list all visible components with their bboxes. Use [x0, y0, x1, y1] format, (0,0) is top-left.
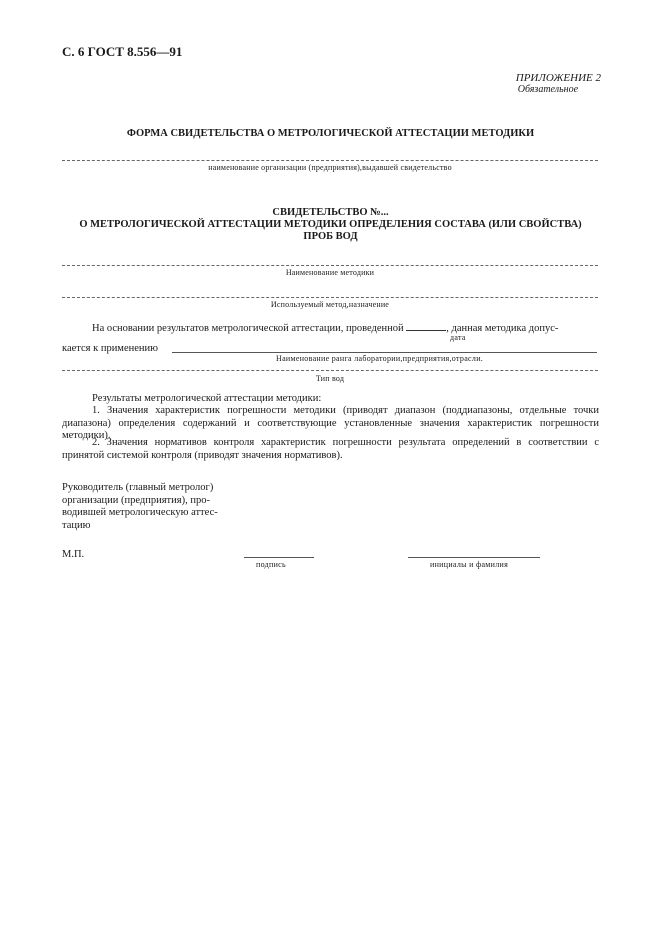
results-item-1: 1. Значения характеристик погрешности методики (приводят диапазон (поддиапазоны, отдельные точки диапазона) определения содержаний и соответствующие установленные значения характеристик погрешности методики).	[62, 405, 599, 441]
basis-text-part2: , данная методика допус-	[446, 323, 559, 334]
results-heading: Результаты метрологической аттестации методики:	[92, 393, 322, 404]
water-type-line	[62, 370, 598, 371]
appendix-status: Обязательное	[517, 84, 579, 95]
signatory-line1: Руководитель (главный метролог)	[62, 482, 214, 493]
appendix-label	[516, 72, 601, 96]
rank-line	[172, 352, 597, 353]
org-name-caption: наименование организации (предприятия),выдавшей свидетельство	[208, 163, 452, 172]
results-item-2: 2. Значения нормативов контроля характеристик погрешности результата определений в соответствии с принятой системой контроля (приводят значения нормативов).	[62, 437, 599, 461]
org-name-line	[62, 160, 598, 161]
form-title: ФОРМА СВИДЕТЕЛЬСТВА О МЕТРОЛОГИЧЕСКОЙ АТТЕСТАЦИИ МЕТОДИКИ	[126, 128, 535, 139]
method-name-caption: Наименование методики	[285, 268, 375, 277]
signature-line	[244, 557, 314, 558]
certificate-title	[62, 207, 599, 243]
basis-line1	[62, 321, 599, 336]
water-type-caption: Тип вод	[315, 374, 345, 383]
signatory-line3: водившей метрологическую аттес-	[62, 507, 218, 518]
rank-caption: Наименование ранга лаборатории,предприятия,отрасли.	[276, 354, 484, 363]
signatory-block	[62, 482, 242, 532]
name-line	[408, 557, 540, 558]
basis-text-part3: кается к применению	[62, 343, 158, 354]
signature-caption: подпись	[256, 560, 286, 569]
method-used-line	[62, 297, 598, 298]
signatory-line4: тацию	[62, 519, 91, 531]
date-blank	[406, 321, 446, 331]
certificate-title-line1: СВИДЕТЕЛЬСТВО №...	[272, 207, 389, 218]
name-caption: инициалы и фамилия	[430, 560, 509, 569]
appendix-title: ПРИЛОЖЕНИЕ 2	[515, 72, 601, 84]
certificate-title-line2: О МЕТРОЛОГИЧЕСКОЙ АТТЕСТАЦИИ МЕТОДИКИ ОПРЕДЕЛЕНИЯ СОСТАВА (ИЛИ СВОЙСТВА)	[79, 219, 582, 230]
stamp-label: М.П.	[62, 549, 85, 560]
certificate-title-line3: ПРОБ ВОД	[303, 231, 358, 242]
basis-text-part1: На основании результатов метрологической аттестации, проведенной	[92, 323, 404, 334]
date-caption: дата	[450, 333, 466, 342]
page-header: С. 6 ГОСТ 8.556—91	[62, 44, 183, 59]
method-name-line	[62, 265, 598, 266]
signatory-line2: организации (предприятия), про-	[62, 494, 210, 506]
method-used-caption: Используемый метод,назначение	[270, 300, 390, 309]
